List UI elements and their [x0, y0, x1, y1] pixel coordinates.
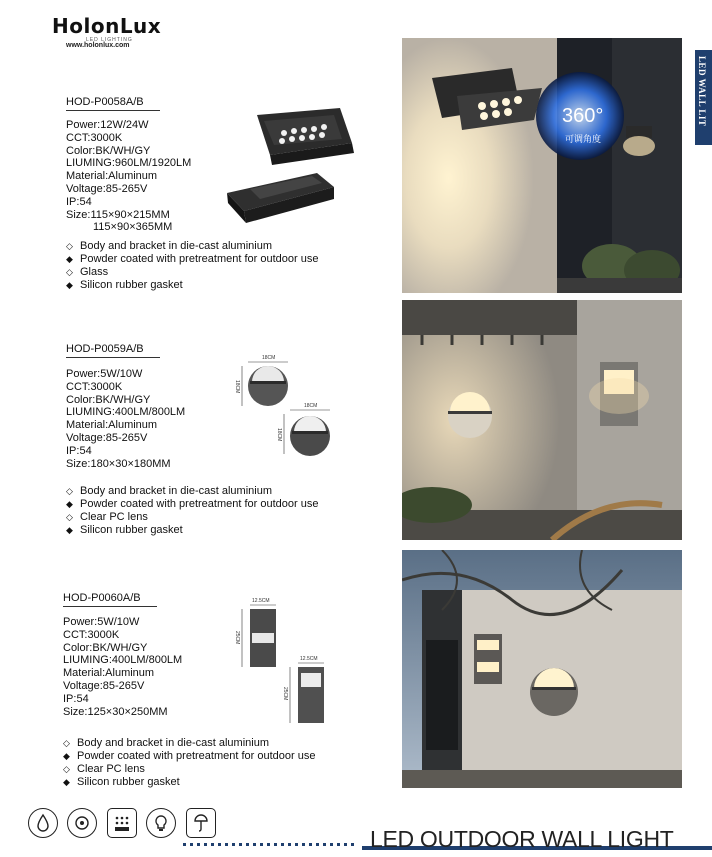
diamond-outline-icon: ◇	[66, 512, 73, 522]
spec-line: Color:BK/WH/GY	[66, 144, 151, 157]
product-3-diagram	[228, 597, 340, 727]
brand-url: www.holonlux.com	[66, 42, 130, 49]
product-3-model: HOD-P0060A/B	[63, 592, 157, 607]
spec-line: Size:115×90×215MM	[66, 208, 170, 221]
feature-item: ◆ Powder coated with pretreatment for outdoor use	[66, 253, 319, 265]
diamond-filled-icon: ◆	[63, 777, 70, 787]
lamp-angled	[257, 108, 354, 165]
category-side-tab	[695, 50, 712, 145]
spec-line: CCT:3000K	[66, 380, 123, 393]
feature-item: ◆ Silicon rubber gasket	[66, 524, 183, 536]
diamond-outline-icon: ◇	[66, 486, 73, 496]
product-1-scene	[402, 38, 682, 293]
spec-line: Power:12W/24W	[66, 119, 149, 131]
spec-line: IP:54	[63, 692, 89, 705]
product-2-model: HOD-P0059A/B	[66, 343, 160, 358]
dim-height-1: 18CM	[234, 380, 240, 394]
product-2-specs	[66, 368, 185, 470]
spec-line: Material:Aluminum	[63, 667, 155, 680]
angle-badge: 360°	[562, 105, 604, 127]
product-1-features	[66, 240, 318, 292]
spec-line: Power:5W/10W	[66, 368, 143, 380]
spec-line: Voltage:85-265V	[66, 431, 148, 444]
feature-item: ◆ Silicon rubber gasket	[63, 776, 180, 788]
page-title: LED OUTDOOR WALL LIGHT	[370, 826, 674, 852]
dim-height-2: 18CM	[276, 428, 282, 442]
product-2-diagram	[228, 352, 348, 464]
footer-dots	[183, 843, 368, 847]
diamond-filled-icon: ◆	[66, 254, 73, 264]
spec-line: Voltage:85-265V	[66, 182, 148, 195]
feature-item: ◆ Powder coated with pretreatment for outdoor use	[63, 750, 316, 762]
feature-item: ◇ Glass	[66, 266, 109, 278]
spec-line: IP:54	[66, 195, 92, 208]
feature-item: ◆ Powder coated with pretreatment for outdoor use	[66, 498, 319, 510]
product-3-scene	[402, 550, 682, 788]
ip-rating-icon	[186, 808, 216, 838]
feature-item: ◇ Body and bracket in die-cast aluminium	[66, 240, 272, 252]
diamond-filled-icon: ◆	[63, 751, 70, 761]
side-tab-label: LED WALL LIT	[697, 56, 707, 127]
feature-item: ◇ Clear PC lens	[66, 511, 148, 523]
spec-line: Material:Aluminum	[66, 419, 158, 432]
spec-line: LIUMING:960LM/1920LM	[66, 157, 192, 170]
certification-icons	[28, 808, 221, 838]
product-1-photo	[402, 38, 682, 293]
diamond-outline-icon: ◇	[63, 764, 70, 774]
diamond-outline-icon: ◇	[66, 241, 73, 251]
waterproof-icon	[28, 808, 58, 838]
spec-line: LIUMING:400LM/800LM	[66, 406, 186, 419]
brand-name: HolonLux	[52, 14, 162, 38]
spec-line: Material:Aluminum	[66, 170, 158, 183]
spec-line: IP:54	[66, 444, 92, 457]
spec-line: CCT:3000K	[63, 628, 120, 641]
spec-line: LIUMING:400LM/800LM	[63, 654, 183, 667]
diamond-filled-icon: ◆	[66, 525, 73, 535]
product-3-features	[63, 737, 315, 789]
spec-line: Color:BK/WH/GY	[66, 393, 151, 406]
angle-badge-sub: 可调角度	[565, 134, 602, 144]
product-2-features	[66, 485, 318, 537]
diamond-filled-icon: ◆	[66, 499, 73, 509]
product-1-specs	[66, 119, 191, 234]
spec-line: Power:5W/10W	[63, 616, 140, 628]
product-1-model: HOD-P0058A/B	[66, 96, 160, 111]
anti-corrosion-icon	[67, 808, 97, 838]
product-2-photo	[402, 300, 682, 540]
diamond-filled-icon: ◆	[66, 280, 73, 290]
spec-line: Voltage:85-265V	[63, 679, 145, 692]
spec-line: Color:BK/WH/GY	[63, 641, 148, 654]
spec-line: Size:125×30×250MM	[63, 705, 168, 718]
brand-logo	[52, 14, 162, 50]
diamond-outline-icon: ◇	[66, 267, 73, 277]
lamp-flat	[227, 173, 334, 223]
dim-width-1: 12.5CM	[252, 598, 270, 604]
spec-line: CCT:3000K	[66, 131, 123, 144]
dim-height-1: 25CM	[234, 631, 240, 645]
spec-line: Size:180×30×180MM	[66, 457, 171, 470]
feature-item: ◇ Body and bracket in die-cast aluminium	[66, 485, 272, 497]
spec-line: 115×90×365MM	[93, 221, 173, 234]
diamond-outline-icon: ◇	[63, 738, 70, 748]
dim-width-2: 12.5CM	[300, 656, 318, 662]
led-icon	[107, 808, 137, 838]
dim-width-1: 18CM	[262, 355, 276, 361]
dim-width-2: 18CM	[304, 403, 318, 409]
feature-item: ◇ Clear PC lens	[63, 763, 145, 775]
feature-item: ◇ Body and bracket in die-cast aluminium	[63, 737, 269, 749]
feature-item: ◆ Silicon rubber gasket	[66, 279, 183, 291]
product-1-render	[222, 103, 362, 228]
energy-saving-icon	[146, 808, 176, 838]
product-3-photo	[402, 550, 682, 788]
product-3-specs	[63, 616, 182, 718]
dim-height-2: 25CM	[282, 687, 288, 701]
product-2-scene	[402, 300, 682, 540]
brand-tagline: LED LIGHTING	[86, 37, 133, 43]
